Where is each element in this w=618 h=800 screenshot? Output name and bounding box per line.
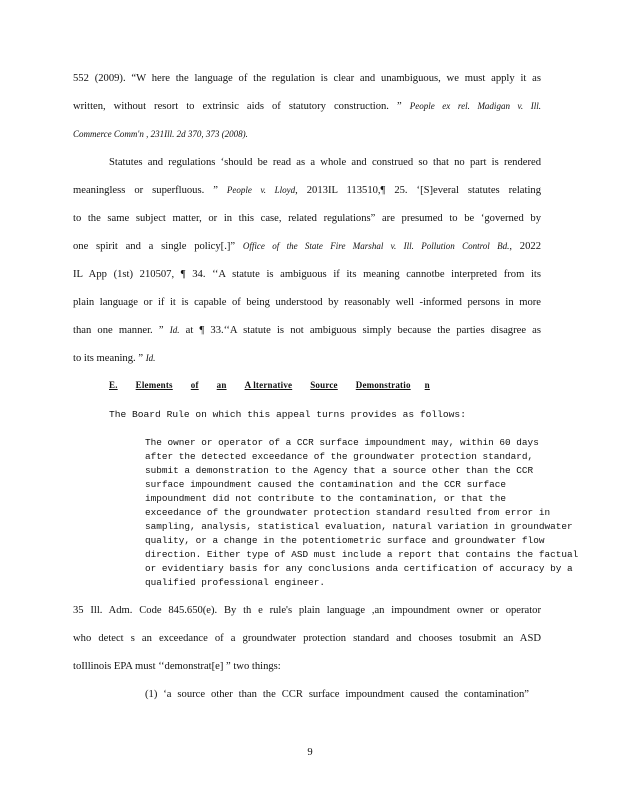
case-citation: Commerce Comm'n , 231Ill. 2d 370, 373 (2008). [73, 129, 248, 139]
body-text: , 2022 [509, 241, 541, 252]
body-line [73, 128, 541, 142]
case-citation: Id. [169, 325, 180, 335]
heading-word: an [216, 380, 227, 390]
case-citation: People v. Lloyd [226, 185, 296, 195]
quote-line: sampling, analysis, statistical evaluation, natural variation in groundwater [145, 521, 573, 532]
body-line: Statutes and regulations ‘should be read as a whole and construed so that no part is rendered [109, 157, 541, 168]
quote-line: exceedance of the groundwater protection standard resulted from error in [145, 507, 551, 518]
body-line: toIllinois EPA must ‘‘demonstrat[e] ” two things: [73, 661, 281, 672]
body-line: to the same subject matter, or in this case, related regulations” are presumed to be ‘governed by [73, 213, 541, 224]
quote-line: quality, or a change in the potentiometric surface and groundwater flow [145, 535, 545, 546]
heading-word: Elements [135, 380, 173, 390]
body-text: written, without resort to extrinsic aids of statutory construction. ” [73, 101, 402, 112]
body-line [73, 100, 541, 113]
quote-line: submit a demonstration to the Agency that a source other than the CCR [145, 465, 534, 476]
heading-word: Source [310, 380, 338, 390]
heading-word: A lternative [244, 380, 293, 390]
heading-word: n [424, 380, 430, 390]
body-line: 35 Ill. Adm. Code 845.650(e). By th e rule's plain language ,an impoundment owner or operator [73, 605, 541, 616]
body-text: meaningless or superfluous. ” [73, 185, 218, 196]
quote-line: surface impoundment caused the contamination and the CCR surface [145, 479, 506, 490]
heading-word: Demonstratio [355, 380, 411, 390]
body-text: than one manner. ” [73, 325, 164, 336]
list-item: (1) ‘a source other than the CCR surface impoundment caused the contamination” [145, 689, 529, 700]
body-text: , 2013IL 113510,¶ 25. ‘[S]everal statutes relating [295, 185, 541, 196]
heading-word: of [190, 380, 199, 390]
heading-word: E. [109, 380, 118, 390]
body-line: plain language or if it is capable of being understood by reasonably well -informed persons in more [73, 297, 541, 308]
case-citation: People ex rel. Madigan v. Ill. [409, 101, 541, 111]
quote-line: direction. Either type of ASD must include a report that contains the factual [145, 549, 579, 560]
intro-line: The Board Rule on which this appeal turns provides as follows: [109, 409, 466, 420]
body-text: to its meaning. ” [73, 353, 144, 364]
section-heading [109, 379, 430, 391]
case-citation: Office of the State Fire Marshal v. Ill. Pollution Control Bd. [242, 241, 510, 251]
quote-line: impoundment did not contribute to the contamination, or that the [145, 493, 506, 504]
body-line [73, 352, 541, 365]
body-line: who detect s an exceedance of a groundwater protection standard and chooses tosubmit an ASD [73, 633, 541, 644]
body-text: at ¶ 33.‘‘A statute is not ambiguous simply because the parties disagree as [179, 325, 542, 336]
body-line [73, 184, 541, 197]
page-number: 9 [307, 747, 313, 758]
body-line: IL App (1st) 210507, ¶ 34. ‘‘A statute is ambiguous if its meaning cannotbe interpreted from its [73, 269, 541, 280]
body-line: 552 (2009). “W here the language of the regulation is clear and unambiguous, we must apply it as [73, 73, 541, 84]
body-line [73, 240, 541, 253]
quote-line: qualified professional engineer. [145, 577, 326, 588]
quote-line: or evidentiary basis for any conclusions anda certification of accuracy by a [145, 563, 573, 574]
quote-line: after the detected exceedance of the groundwater protection standard, [145, 451, 534, 462]
quote-line: The owner or operator of a CCR surface impoundment may, within 60 days [145, 437, 539, 448]
body-line [73, 324, 541, 337]
case-citation: Id. [145, 353, 156, 363]
body-text: one spirit and a single policy[.]” [73, 241, 236, 252]
